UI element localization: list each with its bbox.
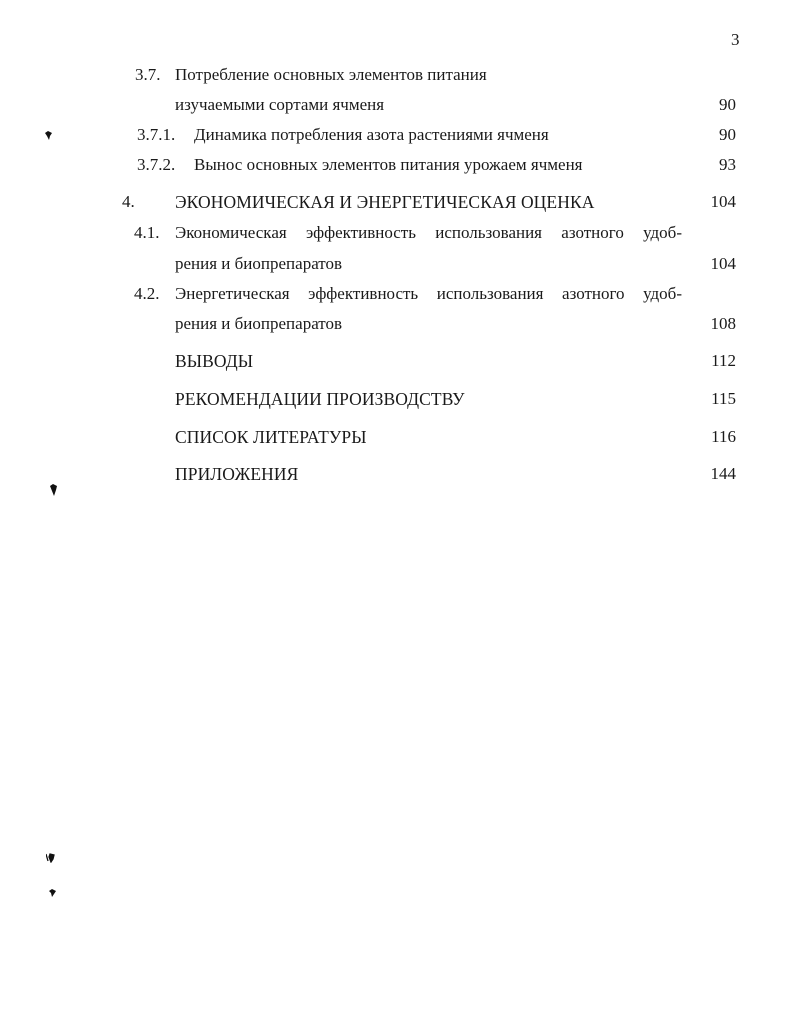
toc-entry-page: 90 bbox=[719, 95, 736, 114]
toc-entry-title-continued: рения и биопрепаратов bbox=[175, 254, 343, 273]
toc-entry-title: ПРИЛОЖЕНИЯ bbox=[175, 464, 299, 484]
scan-mark-icon bbox=[44, 131, 52, 140]
toc-entry-title: СПИСОК ЛИТЕРАТУРЫ bbox=[175, 427, 367, 447]
toc-entry-page: 115 bbox=[711, 389, 736, 408]
scan-mark-icon bbox=[49, 484, 57, 493]
toc-entry-number: 4.2. bbox=[134, 284, 160, 303]
toc-entry-number: 4. bbox=[122, 192, 135, 211]
toc-entry-page: 112 bbox=[711, 351, 736, 370]
toc-entry-page: 104 bbox=[710, 192, 736, 211]
toc-entry-page: 144 bbox=[710, 464, 736, 483]
toc-entry-number: 3.7.1. bbox=[137, 125, 176, 144]
scan-mark-icon bbox=[46, 853, 54, 862]
toc-entry-page: 93 bbox=[719, 155, 736, 174]
toc-entry-number: 4.1. bbox=[134, 223, 160, 242]
toc-entry-title: Энергетическая эффективность использования азотного удоб- bbox=[175, 284, 682, 303]
toc-entry-page: 104 bbox=[710, 254, 736, 273]
toc-entry-title-continued: рения и биопрепаратов bbox=[175, 314, 343, 333]
toc-entry-page: 116 bbox=[711, 427, 736, 446]
toc-entry-title: Потребление основных элементов питания bbox=[175, 65, 487, 84]
toc-entry-title: РЕКОМЕНДАЦИИ ПРОИЗВОДСТВУ bbox=[175, 389, 465, 409]
toc-entry-title: Вынос основных элементов питания урожаем ячменя bbox=[194, 155, 583, 174]
toc-entry-title: Экономическая эффективность использования азотного удоб- bbox=[175, 223, 682, 242]
toc-entry-page: 90 bbox=[719, 125, 736, 144]
toc-entry-title-continued: изучаемыми сортами ячменя bbox=[175, 95, 385, 114]
toc-entry-number: 3.7. bbox=[135, 65, 161, 84]
page-number: 3 bbox=[731, 30, 740, 49]
toc-entry-title: Динамика потребления азота растениями ячменя bbox=[194, 125, 549, 144]
toc-entry-number: 3.7.2. bbox=[137, 155, 176, 174]
toc-entry-title: ЭКОНОМИЧЕСКАЯ И ЭНЕРГЕТИЧЕСКАЯ ОЦЕНКА bbox=[175, 192, 595, 212]
toc-entry-title: ВЫВОДЫ bbox=[175, 351, 254, 371]
toc-entry-page: 108 bbox=[710, 314, 736, 333]
scan-mark-icon bbox=[48, 889, 56, 898]
